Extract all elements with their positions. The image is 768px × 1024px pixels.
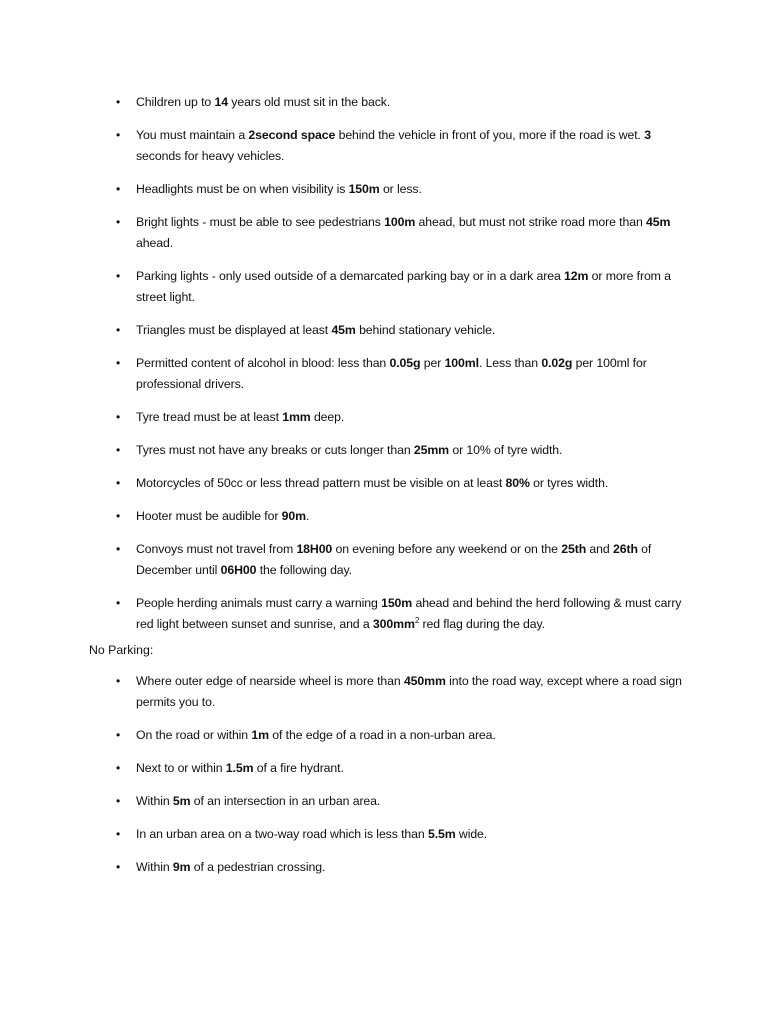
rule-item	[89, 473, 689, 494]
list-item-text	[136, 674, 682, 709]
no-parking-item	[89, 824, 689, 845]
bullet-icon: •	[115, 509, 121, 523]
emphasized-value: 25th	[561, 542, 587, 556]
text-segment: of a pedestrian crossing.	[190, 860, 326, 874]
emphasized-value: 5.5m	[427, 827, 456, 841]
bullet-icon: •	[115, 827, 121, 841]
text-segment: or tyres width.	[529, 476, 609, 490]
text-segment: seconds for heavy vehicles.	[136, 149, 285, 163]
text-segment: Next to or within	[136, 761, 226, 775]
text-segment: Convoys must not travel from	[136, 542, 297, 556]
list-item-text	[136, 269, 671, 304]
bullet-icon: •	[115, 476, 121, 490]
text-segment: Tyre tread must be at least	[136, 410, 283, 424]
rule-item	[89, 125, 689, 167]
bullet-icon: •	[115, 728, 121, 742]
text-segment: or more from a street light.	[136, 269, 671, 304]
no-parking-item	[89, 671, 689, 713]
text-segment: You must maintain a	[136, 128, 249, 142]
text-segment: per	[420, 356, 445, 370]
rule-item	[89, 539, 689, 581]
bullet-icon: •	[115, 410, 121, 424]
rule-item	[89, 212, 689, 254]
text-segment: Hooter must be audible for	[136, 509, 282, 523]
bullet-icon: •	[115, 323, 121, 337]
emphasized-value: 150m	[348, 182, 380, 196]
text-segment: on evening before any weekend or on the	[332, 542, 562, 556]
text-segment: red flag during the day.	[419, 617, 545, 631]
text-segment: Triangles must be displayed at least	[136, 323, 332, 337]
list-item-text	[136, 596, 681, 631]
emphasized-value: 26th	[612, 542, 638, 556]
emphasized-value: 300mm	[372, 617, 415, 631]
text-segment: Tyres must not have any breaks or cuts longer than	[136, 443, 414, 457]
list-item-text	[136, 215, 670, 250]
bullet-icon: •	[115, 542, 121, 556]
emphasized-value: 0.02g	[541, 356, 573, 370]
rule-item	[89, 593, 689, 635]
text-segment: of a fire hydrant.	[253, 761, 344, 775]
text-segment: Where outer edge of nearside wheel is more than	[136, 674, 404, 688]
list-item-text	[136, 476, 608, 490]
emphasized-value: 150m	[381, 596, 413, 610]
list-item-text	[136, 443, 562, 457]
text-segment: People herding animals must carry a warning	[136, 596, 382, 610]
text-segment: Children up to	[136, 95, 215, 109]
list-item-text	[136, 95, 390, 109]
emphasized-value: 1.5m	[225, 761, 254, 775]
no-parking-list	[89, 671, 689, 890]
text-segment: Permitted content of alcohol in blood: less than	[136, 356, 390, 370]
text-segment: Within	[136, 860, 173, 874]
emphasized-value: 1mm	[282, 410, 311, 424]
text-segment: into the road way, except where a road sign permits you to.	[136, 674, 682, 709]
emphasized-value: 12m	[564, 269, 589, 283]
bullet-icon: •	[115, 128, 121, 142]
text-segment: On the road or within	[136, 728, 252, 742]
text-segment: 2	[414, 615, 420, 625]
no-parking-item	[89, 857, 689, 878]
emphasized-value: 3	[644, 128, 651, 142]
text-segment: behind stationary vehicle.	[355, 323, 496, 337]
emphasized-value: 100ml	[444, 356, 479, 370]
bullet-icon: •	[115, 860, 121, 874]
emphasized-value: 25mm	[413, 443, 450, 457]
bullet-icon: •	[115, 215, 121, 229]
emphasized-value: 80%	[505, 476, 530, 490]
bullet-icon: •	[115, 596, 121, 610]
list-item-text	[136, 323, 495, 337]
text-segment: Motorcycles of 50cc or less thread pattern must be visible on at least	[136, 476, 506, 490]
bullet-icon: •	[115, 794, 121, 808]
emphasized-value: 06H00	[220, 563, 257, 577]
text-segment: or less.	[379, 182, 422, 196]
rule-item	[89, 320, 689, 341]
bullet-icon: •	[115, 356, 121, 370]
list-item-text	[136, 410, 344, 424]
rule-item	[89, 407, 689, 428]
emphasized-value: 0.05g	[389, 356, 421, 370]
text-segment: Headlights must be on when visibility is	[136, 182, 349, 196]
rule-item	[89, 179, 689, 200]
text-segment: .	[305, 509, 310, 523]
text-segment: of December until	[136, 542, 652, 577]
text-segment: per 100ml for professional drivers.	[136, 356, 647, 391]
text-segment: behind the vehicle in front of you, more if the road is wet.	[335, 128, 645, 142]
list-item-text	[136, 356, 647, 391]
text-segment: ahead, but must not strike road more than	[415, 215, 647, 229]
bullet-icon: •	[115, 269, 121, 283]
text-segment: of the edge of a road in a non-urban area.	[268, 728, 496, 742]
emphasized-value: 9m	[172, 860, 191, 874]
list-item-text	[136, 728, 496, 742]
rule-item	[89, 353, 689, 395]
list-item-text	[136, 128, 651, 163]
no-parking-heading: No Parking:	[89, 643, 154, 657]
text-segment: Bright lights - must be able to see pedestrians	[136, 215, 385, 229]
rule-item	[89, 440, 689, 461]
emphasized-value: 100m	[384, 215, 416, 229]
road-rules-list	[89, 92, 689, 647]
emphasized-value: 450mm	[403, 674, 446, 688]
list-item-text	[136, 509, 309, 523]
no-parking-item	[89, 725, 689, 746]
text-segment: In an urban area on a two-way road which is less than	[136, 827, 428, 841]
text-segment: ahead.	[136, 236, 174, 250]
list-item-text	[136, 542, 651, 577]
text-segment: or 10% of tyre width.	[449, 443, 563, 457]
no-parking-item	[89, 758, 689, 779]
text-segment: Parking lights - only used outside of a demarcated parking bay or in a dark area	[136, 269, 565, 283]
list-item-text	[136, 860, 325, 874]
text-segment: wide.	[455, 827, 488, 841]
bullet-icon: •	[115, 674, 121, 688]
list-item-text	[136, 761, 344, 775]
list-item-text	[136, 827, 487, 841]
text-segment: years old must sit in the back.	[227, 95, 391, 109]
list-item-text	[136, 794, 380, 808]
rule-item	[89, 92, 689, 113]
emphasized-value: 2second space	[248, 128, 336, 142]
text-segment: deep.	[310, 410, 345, 424]
emphasized-value: 45m	[331, 323, 356, 337]
bullet-icon: •	[115, 182, 121, 196]
list-item-text	[136, 182, 422, 196]
rule-item	[89, 506, 689, 527]
bullet-icon: •	[115, 443, 121, 457]
emphasized-value: 5m	[172, 794, 191, 808]
text-segment: ahead and behind the herd following & must carry red light between sunset and sunrise, and a	[136, 596, 682, 631]
text-segment: and	[586, 542, 613, 556]
text-segment: of an intersection in an urban area.	[190, 794, 381, 808]
emphasized-value: 18H00	[296, 542, 333, 556]
text-segment: . Less than	[478, 356, 542, 370]
emphasized-value: 1m	[251, 728, 269, 742]
text-segment: the following day.	[256, 563, 352, 577]
text-segment: Within	[136, 794, 173, 808]
emphasized-value: 90m	[281, 509, 306, 523]
rule-item	[89, 266, 689, 308]
bullet-icon: •	[115, 761, 121, 775]
emphasized-value: 14	[214, 95, 228, 109]
no-parking-item	[89, 791, 689, 812]
bullet-icon: •	[115, 95, 121, 109]
emphasized-value: 45m	[646, 215, 671, 229]
